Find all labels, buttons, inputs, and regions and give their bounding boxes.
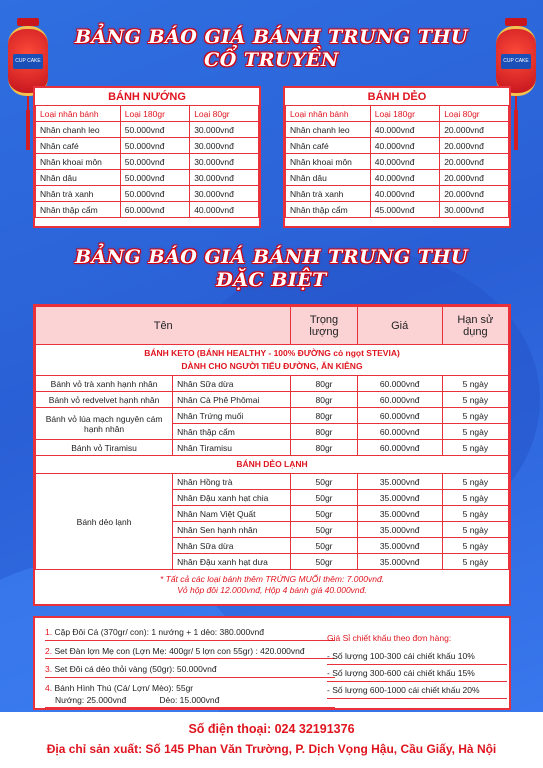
filling-name: Nhân khoai môn (286, 154, 371, 170)
filling-name: Nhân Sữa dừa (173, 376, 291, 392)
price: 35.000vnđ (357, 554, 442, 570)
filling-name: Nhân Đậu xanh hạt chia (173, 490, 291, 506)
price-180: 40.000vnđ (370, 154, 439, 170)
filling-name: Nhân dâu (286, 170, 371, 186)
title-traditional-line1: BẢNG BÁO GIÁ BÁNH TRUNG THU (74, 26, 469, 48)
price-row (36, 170, 259, 186)
expiry: 5 ngày (442, 440, 508, 456)
header-weight: Trọng lượng (291, 307, 357, 345)
price-80: 20.000vnđ (440, 122, 509, 138)
weight: 80gr (291, 408, 357, 424)
cold-cake-name: Bánh dẻo lạnh (36, 474, 173, 570)
crust-name: Bánh vỏ redvelvet hạnh nhân (36, 392, 173, 408)
price-80: 30.000vnđ (190, 122, 259, 138)
price-180: 50.000vnđ (120, 186, 189, 202)
expiry: 5 ngày (442, 408, 508, 424)
expiry: 5 ngày (442, 522, 508, 538)
discount-list (327, 630, 507, 699)
nuong-table (35, 105, 259, 218)
price-80: 40.000vnđ (190, 202, 259, 218)
filling-name: Nhân café (36, 138, 121, 154)
price-180: 50.000vnđ (120, 154, 189, 170)
lantern-logo: CUP CAKE (501, 54, 531, 69)
crust-name: Bánh vỏ Tiramisu (36, 440, 173, 456)
filling-name: Nhân thập cẩm (286, 202, 371, 218)
price-row (286, 186, 509, 202)
combo-item: 3. Set Đôi cá dẻo thỏi vàng (50gr): 50.000vnđ (45, 663, 335, 678)
crust-name: Bánh vỏ trà xanh hạnh nhân (36, 376, 173, 392)
combo-item: 1. Cặp Đôi Cá (370gr/ con): 1 nướng + 1 dẻo: 380.000vnđ (45, 626, 335, 641)
weight: 80gr (291, 376, 357, 392)
deo-header-180: Loại 180gr (370, 106, 439, 122)
filling-name: Nhân dâu (36, 170, 121, 186)
price: 35.000vnđ (357, 522, 442, 538)
price: 60.000vnđ (357, 392, 442, 408)
price-80: 30.000vnđ (190, 186, 259, 202)
special-price-table (33, 304, 511, 606)
price: 35.000vnđ (357, 506, 442, 522)
header-expiry: Hạn sử dụng (442, 307, 508, 345)
nuong-price-box (33, 86, 261, 228)
price-80: 20.000vnđ (440, 186, 509, 202)
filling-name: Nhân Sen hạnh nhân (173, 522, 291, 538)
deo-title: BÁNH DẺO (367, 91, 427, 103)
weight: 50gr (291, 506, 357, 522)
keto-row (36, 408, 509, 424)
expiry: 5 ngày (442, 376, 508, 392)
filling-name: Nhân chanh leo (36, 122, 121, 138)
expiry: 5 ngày (442, 506, 508, 522)
filling-name: Nhân café (286, 138, 371, 154)
cold-section-title: BÁNH DẺO LẠNH (36, 456, 509, 474)
expiry: 5 ngày (442, 490, 508, 506)
price-80: 30.000vnđ (190, 138, 259, 154)
price-180: 40.000vnđ (370, 138, 439, 154)
expiry: 5 ngày (442, 474, 508, 490)
price-180: 60.000vnđ (120, 202, 189, 218)
weight: 50gr (291, 538, 357, 554)
discount-item: - Số lượng 600-1000 cái chiết khấu 20% (327, 682, 507, 699)
footer-address: Địa chỉ sản xuất: Số 145 Phan Văn Trường, P. Dịch Vọng Hậu, Cầu Giấy, Hà Nội (46, 742, 497, 756)
weight: 50gr (291, 490, 357, 506)
expiry: 5 ngày (442, 424, 508, 440)
deo-header-type: Loại nhân bánh (286, 106, 371, 122)
expiry: 5 ngày (442, 538, 508, 554)
filling-name: Nhân thập cẩm (173, 424, 291, 440)
weight: 80gr (291, 392, 357, 408)
discount-head: Giá Sỉ chiết khấu theo đơn hàng: (327, 633, 452, 643)
price-row (286, 138, 509, 154)
filling-name: Nhân Trứng muối (173, 408, 291, 424)
title-special-line2: ĐẶC BIỆT (216, 269, 327, 291)
nuong-header-80: Loại 80gr (190, 106, 259, 122)
price-row (36, 138, 259, 154)
deo-header-80: Loại 80gr (440, 106, 509, 122)
expiry: 5 ngày (442, 392, 508, 408)
keto-row (36, 376, 509, 392)
lantern-logo: CUP CAKE (13, 54, 43, 69)
combo-list (45, 626, 335, 708)
keto-section-title (36, 345, 509, 376)
filling-name: Nhân Tiramisu (173, 440, 291, 456)
weight: 80gr (291, 424, 357, 440)
price-row (36, 186, 259, 202)
price-180: 40.000vnđ (370, 170, 439, 186)
price-180: 45.000vnđ (370, 202, 439, 218)
price-180: 40.000vnđ (370, 122, 439, 138)
filling-name: Nhân chanh leo (286, 122, 371, 138)
filling-name: Nhân Sữa dừa (173, 538, 291, 554)
keto-row (36, 440, 509, 456)
nuong-title: BÁNH NƯỚNG (108, 91, 186, 103)
expiry: 5 ngày (442, 554, 508, 570)
footer-phone: Số điện thoại: 024 32191376 (188, 722, 355, 736)
cold-row (36, 474, 509, 490)
keto-title-line1: BÁNH KETO (BÁNH HEALTHY - 100% ĐƯỜNG cỏ ngọt STEVIA) (144, 348, 400, 358)
weight: 80gr (291, 440, 357, 456)
deo-price-box (283, 86, 511, 228)
weight: 50gr (291, 554, 357, 570)
price: 60.000vnđ (357, 440, 442, 456)
deo-table (285, 105, 509, 218)
price-row (286, 122, 509, 138)
price-80: 30.000vnđ (440, 202, 509, 218)
note-salted-egg: * Tất cả các loại bánh thêm TRỨNG MUỐI thêm: 7.000vnđ. (159, 574, 385, 584)
combo-box (33, 616, 511, 710)
filling-name: Nhân Nam Việt Quất (173, 506, 291, 522)
header-name: Tên (36, 307, 291, 345)
price-180: 40.000vnđ (370, 186, 439, 202)
filling-name: Nhân trà xanh (36, 186, 121, 202)
title-special (0, 246, 543, 292)
filling-name: Nhân khoai môn (36, 154, 121, 170)
price-row (286, 154, 509, 170)
weight: 50gr (291, 522, 357, 538)
price-180: 50.000vnđ (120, 122, 189, 138)
price-row (36, 202, 259, 218)
price: 60.000vnđ (357, 376, 442, 392)
price-row (36, 154, 259, 170)
special-notes (36, 570, 509, 597)
price-row (36, 122, 259, 138)
price-80: 30.000vnđ (190, 154, 259, 170)
price: 35.000vnđ (357, 490, 442, 506)
nuong-header-type: Loại nhân bánh (36, 106, 121, 122)
filling-name: Nhân Đậu xanh hạt dưa (173, 554, 291, 570)
price: 35.000vnđ (357, 474, 442, 490)
crust-name: Bánh vỏ lúa mạch nguyên cám hạnh nhân (36, 408, 173, 440)
price-80: 20.000vnđ (440, 154, 509, 170)
combo-animal-prices: Nướng: 25.000vnđ Dẻo: 15.000vnđ (45, 694, 335, 708)
title-traditional-line2: CỔ TRUYỀN (204, 49, 339, 71)
price-row (286, 170, 509, 186)
weight: 50gr (291, 474, 357, 490)
price-80: 20.000vnđ (440, 138, 509, 154)
footer-background (0, 712, 543, 768)
discount-item: - Số lượng 100-300 cái chiết khấu 10% (327, 648, 507, 665)
price: 60.000vnđ (357, 424, 442, 440)
filling-name: Nhân thập cẩm (36, 202, 121, 218)
title-special-line1: BẢNG BÁO GIÁ BÁNH TRUNG THU (74, 246, 469, 268)
keto-row (36, 392, 509, 408)
price-row (286, 202, 509, 218)
filling-name: Nhân Cà Phê Phômai (173, 392, 291, 408)
keto-title-line2: DÀNH CHO NGƯỜI TIỂU ĐƯỜNG, ĂN KIÊNG (181, 361, 363, 371)
nuong-header-180: Loại 180gr (120, 106, 189, 122)
note-box-price: Vỏ hộp đôi 12.000vnđ, Hộp 4 bánh giá 40.000vnđ. (177, 585, 367, 595)
combo-item: 4. Bánh Hình Thú (Cá/ Lợn/ Mèo): 55gr (45, 682, 194, 693)
price-80: 30.000vnđ (190, 170, 259, 186)
price-180: 50.000vnđ (120, 170, 189, 186)
price-80: 20.000vnđ (440, 170, 509, 186)
price: 35.000vnđ (357, 538, 442, 554)
filling-name: Nhân Hồng trà (173, 474, 291, 490)
header-price: Giá (357, 307, 442, 345)
title-traditional (0, 26, 543, 72)
price: 60.000vnđ (357, 408, 442, 424)
discount-item: - Số lượng 300-600 cái chiết khấu 15% (327, 665, 507, 682)
filling-name: Nhân trà xanh (286, 186, 371, 202)
price-180: 50.000vnđ (120, 138, 189, 154)
combo-item: 2. Set Đàn lợn Mẹ con (Lợn Mẹ: 400gr/ 5 lợn con 55gr) : 420.000vnđ (45, 645, 335, 660)
